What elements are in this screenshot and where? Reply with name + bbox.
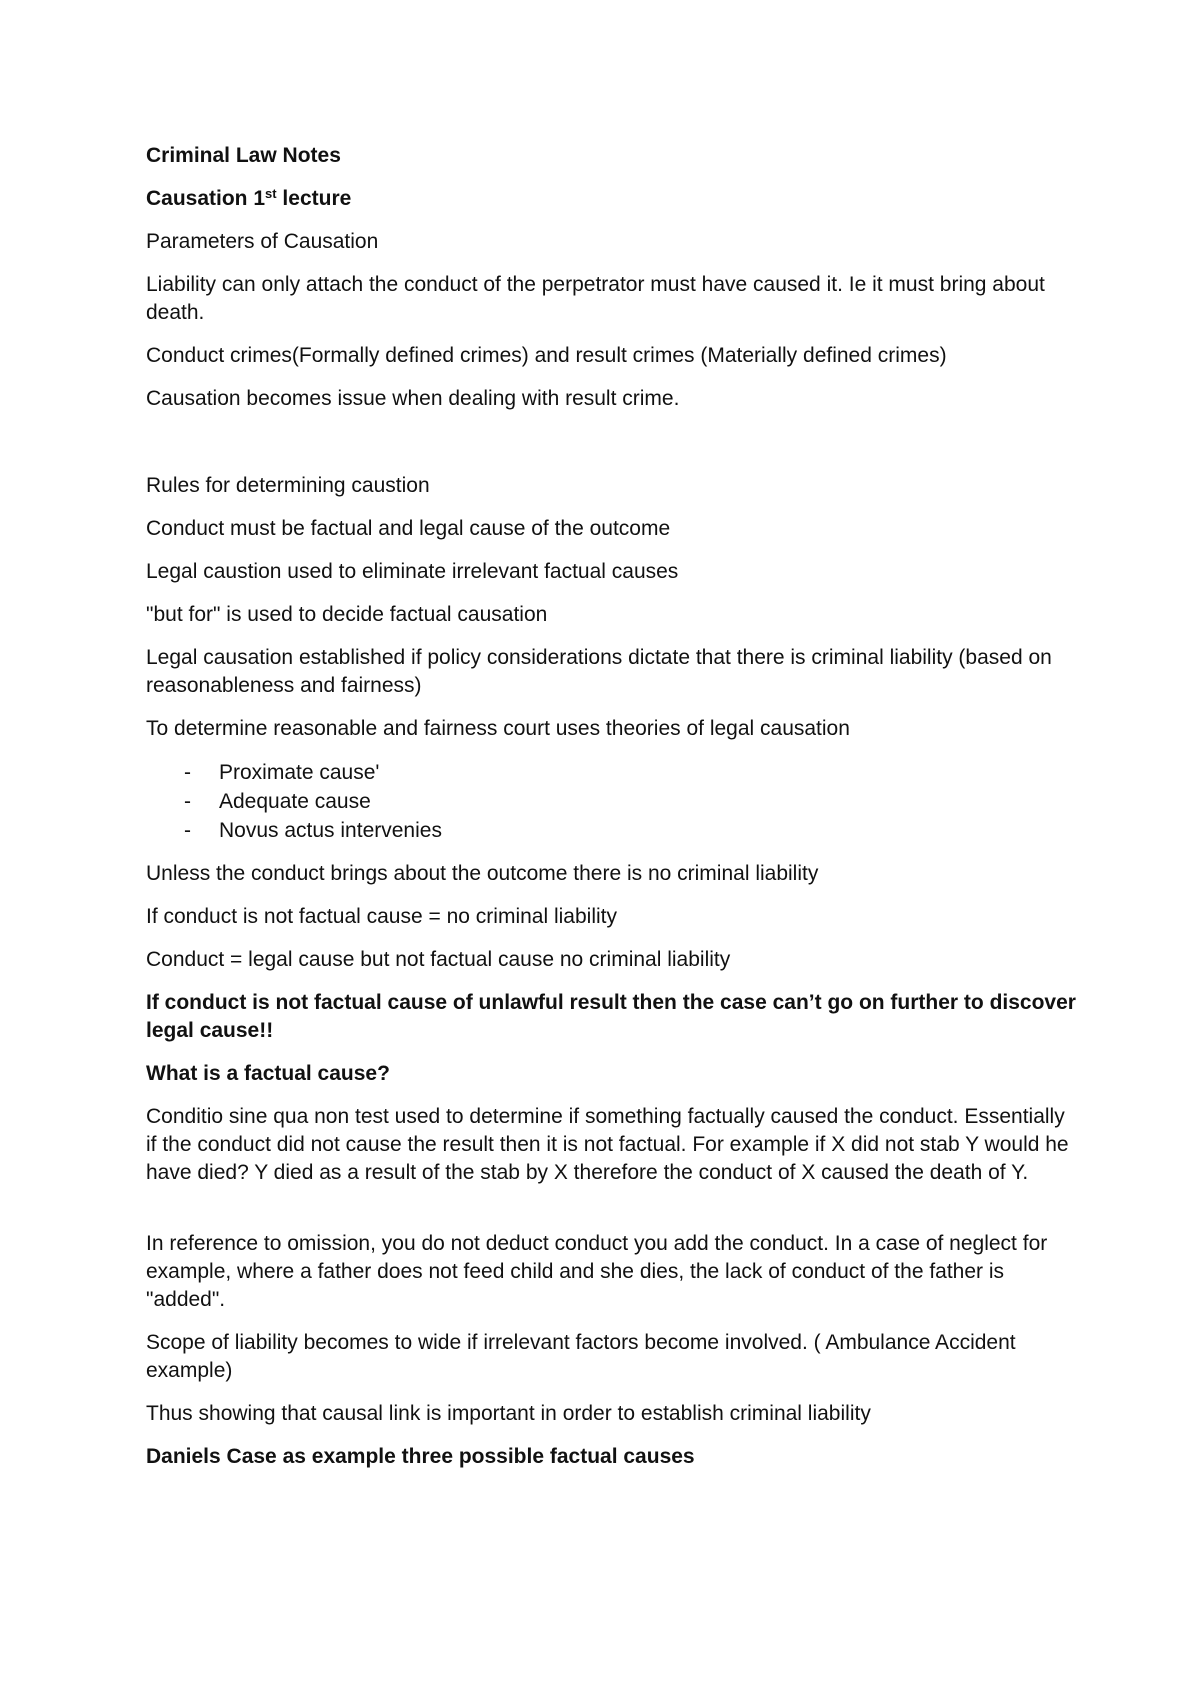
list-item bbox=[146, 758, 1076, 787]
list-item bbox=[146, 787, 1076, 816]
list-marker: - bbox=[184, 790, 191, 813]
section-heading-parameters: Parameters of Causation bbox=[146, 230, 379, 253]
list-marker: - bbox=[184, 761, 191, 784]
list-item-text: Adequate cause bbox=[219, 790, 371, 813]
list-item-text: Novus actus intervenies bbox=[219, 819, 442, 842]
paragraph-rule-factual-legal: Conduct must be factual and legal cause of the outcome bbox=[146, 517, 671, 540]
paragraph-rule-theories: To determine reasonable and fairness court uses theories of legal causation bbox=[146, 717, 850, 740]
paragraph-spacer bbox=[146, 1202, 1076, 1230]
list-item bbox=[146, 816, 1076, 845]
paragraph-rule-policy: Legal causation established if policy considerations dictate that there is criminal liability (based on reasonableness and fairness) bbox=[146, 646, 1052, 697]
document-title: Criminal Law Notes bbox=[146, 144, 341, 167]
lecture-heading bbox=[146, 185, 1076, 213]
paragraph-not-factual-cause: If conduct is not factual cause = no criminal liability bbox=[146, 905, 617, 928]
list-marker: - bbox=[184, 819, 191, 842]
section-heading-daniels-case: Daniels Case as example three possible factual causes bbox=[146, 1445, 695, 1468]
paragraph-no-liability-outcome: Unless the conduct brings about the outcome there is no criminal liability bbox=[146, 862, 819, 885]
section-heading-factual-cause: What is a factual cause? bbox=[146, 1062, 390, 1085]
paragraph-rule-but-for: "but for" is used to decide factual causation bbox=[146, 603, 548, 626]
paragraph-result-crime: Causation becomes issue when dealing with result crime. bbox=[146, 387, 680, 410]
paragraph-omission: In reference to omission, you do not deduct conduct you add the conduct. In a case of neglect for example, where a father does not feed child and she dies, the lack of conduct of the father is "added". bbox=[146, 1232, 1048, 1311]
paragraph-liability: Liability can only attach the conduct of the perpetrator must have caused it. Ie it must bring about death. bbox=[146, 273, 1045, 324]
lecture-heading-suffix: lecture bbox=[276, 187, 352, 210]
lecture-heading-prefix: Causation 1 bbox=[146, 187, 266, 210]
paragraph-crime-types: Conduct crimes(Formally defined crimes) and result crimes (Materially defined crimes) bbox=[146, 344, 947, 367]
paragraph-spacer bbox=[146, 428, 1076, 472]
section-heading-rules: Rules for determining caustion bbox=[146, 474, 430, 497]
list-item-text: Proximate cause' bbox=[219, 761, 380, 784]
warning-note: If conduct is not factual cause of unlawful result then the case can’t go on further to discover legal cause!! bbox=[146, 991, 1076, 1042]
document-body bbox=[146, 142, 1076, 1486]
paragraph-causal-link: Thus showing that causal link is important in order to establish criminal liability bbox=[146, 1402, 871, 1425]
paragraph-legal-not-factual: Conduct = legal cause but not factual cause no criminal liability bbox=[146, 948, 731, 971]
theories-list bbox=[146, 758, 1076, 845]
paragraph-rule-eliminate: Legal caustion used to eliminate irrelevant factual causes bbox=[146, 560, 679, 583]
paragraph-conditio-sine-qua-non: Conditio sine qua non test used to determine if something factually caused the conduct. Essentially if the conduct did not cause the result then it is not factual. For example if X did not stab Y would he have died? Y died as a result of the stab by X therefore the conduct of X caused the death of Y. bbox=[146, 1105, 1069, 1184]
paragraph-scope-of-liability: Scope of liability becomes to wide if irrelevant factors become involved. ( Ambulance Accident example) bbox=[146, 1331, 1016, 1382]
lecture-heading-superscript: st bbox=[265, 186, 277, 201]
